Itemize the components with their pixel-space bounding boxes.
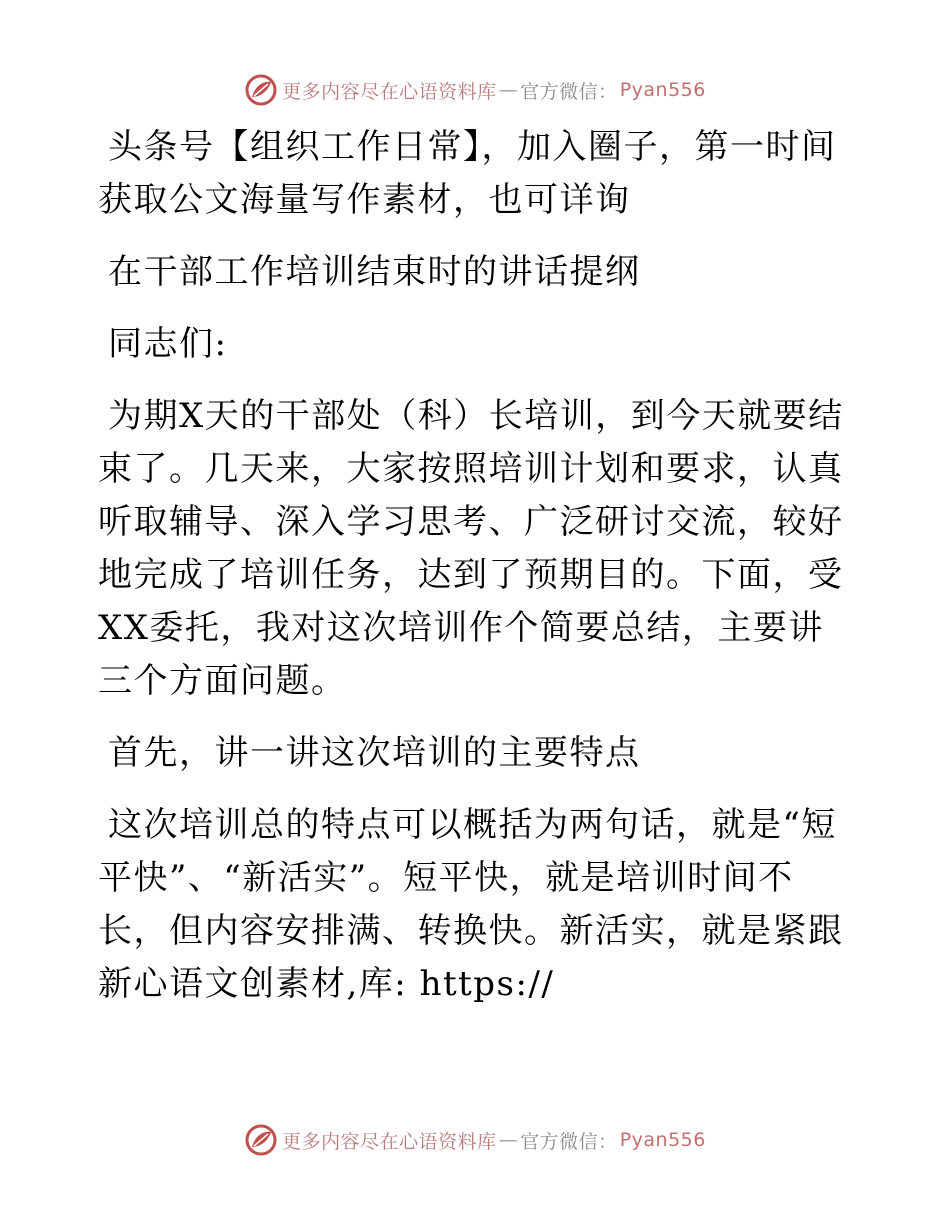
section-heading: 首先，讲一讲这次培训的主要特点: [108, 733, 641, 773]
watermark-footer: [0, 1120, 950, 1160]
intro-paragraph: 头条号【组织工作日常】，加入圈子，第一时间获取公文海量写作素材，也可详询: [98, 127, 837, 220]
watermark-site-text: 更多内容尽在心语资料库: [282, 80, 497, 103]
salutation: 同志们:: [108, 324, 228, 364]
document-title: 在干部工作培训结束时的讲话提纲: [108, 252, 641, 292]
red-leaf-logo-icon: [244, 1123, 278, 1157]
section-paragraph: 这次培训总的特点可以概括为两句话，就是“短平快”、“新活实”。短平快，就是培训时间不长，但内容安排满、转换快。新活实，就是紧跟新心语文创素材,库: https://: [98, 805, 844, 1004]
watermark-dash: —: [498, 1129, 519, 1151]
red-leaf-logo-icon: [244, 73, 278, 107]
opening-paragraph: 为期X天的干部处（科）长培训，到今天就要结束了。几天来，大家按照培训计划和要求，认真听取辅导、深入学习思考、广泛研讨交流，较好地完成了培训任务，达到了预期目的。下面，受XX委托，我对这次培训作个简要总结，主要讲三个方面问题。: [98, 396, 844, 701]
watermark-contact-label: 官方微信：: [520, 80, 618, 103]
watermark-dash: —: [498, 79, 519, 101]
watermark-header: [0, 70, 950, 110]
watermark-site-text: 更多内容尽在心语资料库: [282, 1130, 497, 1153]
watermark-contact-label: 官方微信：: [520, 1130, 618, 1153]
document-body: [98, 121, 858, 1030]
watermark-contact-id: Pyan556: [619, 1129, 706, 1151]
watermark-contact-id: Pyan556: [619, 79, 706, 101]
